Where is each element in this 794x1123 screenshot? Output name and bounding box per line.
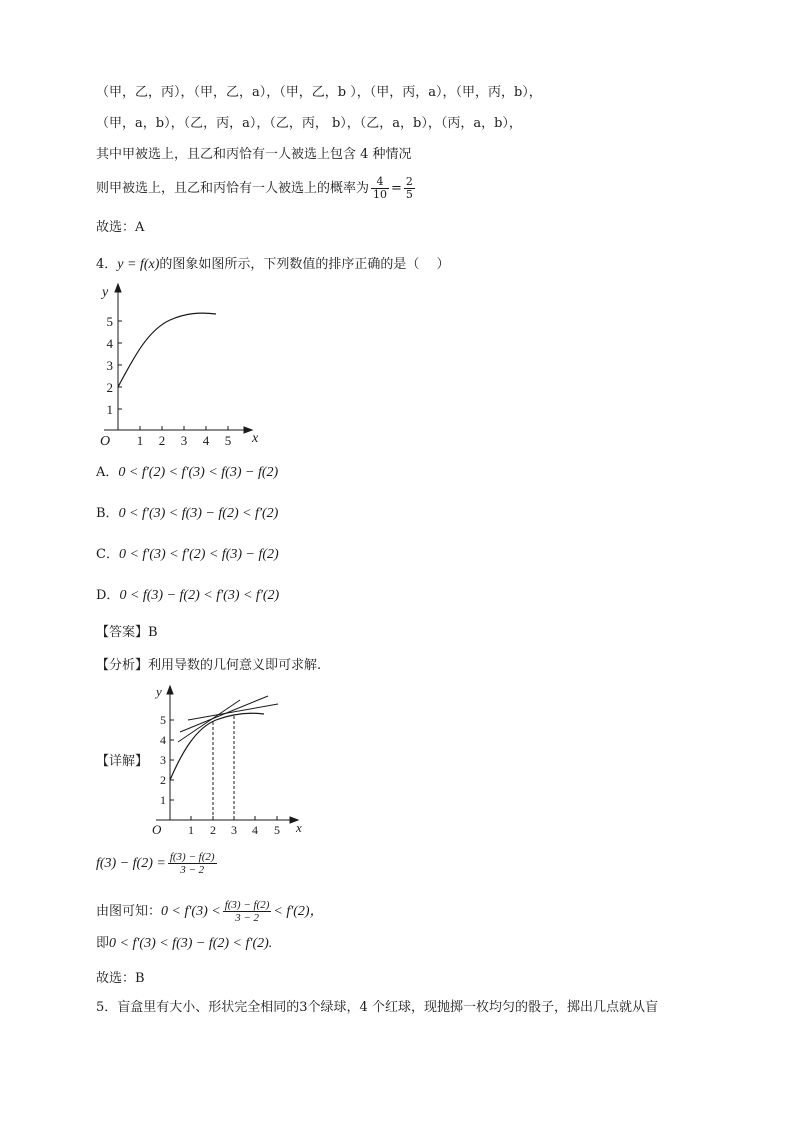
equals-sign: = — [391, 181, 402, 196]
y-axis-label: y — [156, 684, 162, 699]
eq2-prefix: 由图可知： — [96, 904, 162, 919]
option-a-expr: 0 < f′(2) < f′(3) < f(3) − f(2) — [118, 465, 279, 480]
tangent-at-3 — [188, 704, 278, 720]
eq3-expr: 0 < f′(3) < f(3) − f(2) < f′(2). — [109, 936, 273, 951]
option-b-label: B． — [96, 506, 119, 521]
option-d-expr: 0 < f(3) − f(2) < f′(3) < f′(2) — [119, 588, 280, 603]
curve-fx — [170, 713, 264, 780]
tangent-at-2 — [178, 700, 240, 742]
option-b-expr: 0 < f′(3) < f(3) − f(2) < f′(2) — [118, 506, 279, 521]
x-tick-5: 5 — [224, 433, 232, 448]
x-tick-3: 3 — [231, 823, 237, 837]
eq2-left: 0 < f′(3) < — [161, 904, 221, 919]
option-b — [96, 505, 278, 523]
eq1-fraction: $\frac{f(3) - f(2)}{3 - 2}$ — [169, 851, 215, 876]
option-d-label: D． — [96, 588, 120, 603]
x-tick-4: 4 — [202, 433, 210, 448]
option-c-label: C． — [96, 547, 119, 562]
function-expression: y = f(x) — [117, 257, 160, 272]
choice-a-line: 故选：A — [96, 220, 145, 235]
origin-label: O — [100, 434, 111, 449]
solution-line-2: （甲，a，b），（乙，丙，a），（乙，丙， b），（乙，a，b），（丙，a，b）， — [96, 116, 522, 131]
y-tick-5: 5 — [106, 314, 113, 329]
x-tick-1: 1 — [136, 433, 144, 448]
x-tick-4: 4 — [252, 823, 258, 837]
analysis-tag: 【分析】 — [96, 658, 149, 673]
x-axis-arrow — [244, 427, 252, 433]
y-axis-arrow — [167, 686, 173, 694]
option-a — [96, 464, 278, 482]
option-c-expr: 0 < f′(3) < f′(2) < f(3) − f(2) — [118, 547, 279, 562]
equation-difference — [96, 851, 219, 876]
option-c — [96, 546, 279, 564]
x-tick-2: 2 — [210, 823, 216, 837]
y-tick-4: 4 — [160, 733, 166, 747]
eq2-fraction: $\frac{f(3) - f(2)}{3 - 2}$ — [224, 899, 270, 924]
answer-line — [96, 624, 158, 642]
choice-b-line: 故选：B — [96, 971, 145, 986]
eq2-right: < f′(2)， — [273, 904, 324, 919]
x-tick-3: 3 — [180, 433, 188, 448]
y-tick-1: 1 — [106, 402, 113, 417]
eq1-lhs: f(3) − f(2) = — [96, 856, 166, 871]
y-tick-4: 4 — [106, 336, 113, 351]
analysis-line — [96, 657, 321, 675]
curve-fx — [118, 313, 216, 387]
question-number: 4． — [96, 257, 118, 272]
function-graph — [96, 282, 266, 452]
x-axis-label: x — [296, 820, 302, 835]
y-tick-2: 2 — [160, 773, 166, 787]
origin-label: O — [152, 822, 162, 837]
analysis-text: 利用导数的几何意义即可求解. — [148, 658, 322, 673]
y-tick-1: 1 — [160, 793, 166, 807]
y-axis-arrow — [115, 284, 121, 292]
secant-line — [180, 696, 268, 732]
eq3-prefix: 即 — [96, 936, 110, 951]
y-tick-3: 3 — [106, 358, 113, 373]
option-a-label: A． — [96, 465, 119, 480]
detail-tag: 【详解】 — [96, 754, 149, 769]
x-axis-label: x — [252, 431, 259, 446]
equation-inequality — [96, 899, 324, 924]
answer-tag: 【答案】 — [96, 625, 149, 640]
x-tick-2: 2 — [158, 433, 166, 448]
fraction-4-10: $\frac{4}{10}$ — [373, 175, 388, 201]
fraction-2-5: $\frac{2}{5}$ — [405, 175, 413, 201]
solution-line-1: （甲，乙，丙），（甲，乙，a），（甲，乙，b ），（甲，丙，a），（甲，丙，b）， — [96, 85, 542, 100]
question-text: 的图象如图所示，下列数值的排序正确的是（ ） — [159, 257, 450, 272]
answer-value: B — [148, 625, 158, 640]
x-tick-1: 1 — [188, 823, 194, 837]
equation-conclusion — [96, 935, 272, 953]
probability-text: 则甲被选上，且乙和丙恰有一人被选上的概率为 — [96, 181, 370, 196]
y-axis-label: y — [102, 285, 109, 300]
y-tick-5: 5 — [160, 713, 166, 727]
option-d — [96, 587, 279, 605]
x-tick-5: 5 — [274, 823, 280, 837]
y-tick-3: 3 — [160, 753, 166, 767]
y-tick-2: 2 — [106, 380, 113, 395]
question-4-stem — [96, 256, 450, 274]
solution-line-4 — [96, 176, 417, 201]
solution-line-3: 其中甲被选上，且乙和丙恰有一人被选上包含 4 种情况 — [96, 147, 412, 162]
tangent-graph — [146, 682, 306, 842]
question-5-stem: 5．盲盒里有大小、形状完全相同的3个绿球，4 个红球，现抛掷一枚均匀的骰子，掷出几点就从盲 — [96, 1000, 658, 1015]
